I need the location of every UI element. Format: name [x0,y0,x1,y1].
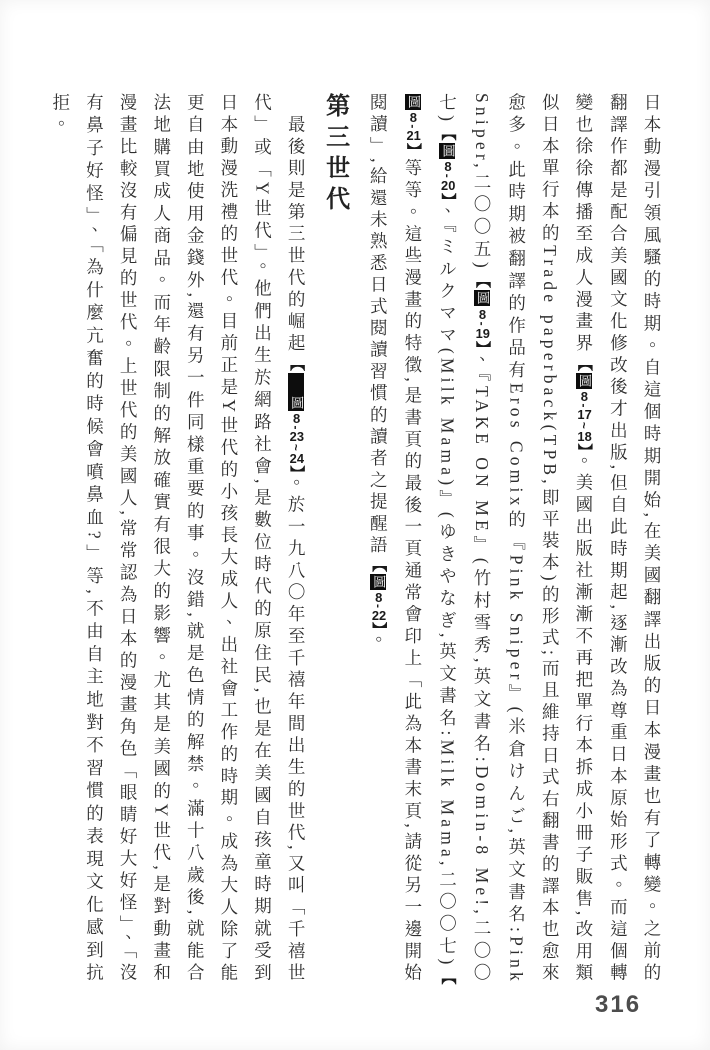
figure-ref-open-bracket: 【 [439,125,456,143]
vertical-text-block [43,93,668,985]
figure-ref-close-bracket: 】 [288,464,305,474]
figure-number-separator: - [576,403,591,409]
figure-number: 8 [292,411,301,425]
figure-number: 8 [478,307,487,321]
figure-label-box: 圖 [440,144,456,159]
figure-ref-close-bracket: 】 [439,192,456,202]
figure-ref-close-bracket: 】 [474,340,491,351]
figure-ref-open-bracket: 【 [288,355,305,372]
figure-number: 8 [444,160,452,174]
figure-ref-open-bracket: 【 [575,355,592,372]
figure-number: 23 [289,430,304,444]
section-heading: 第三世代 [321,93,348,217]
figure-ref [371,557,386,631]
figure-number-separator: - [440,173,455,179]
figure-number: 18 [577,429,592,443]
figure-number: 21 [406,129,421,143]
figure-ref-close-bracket: 】 [404,142,421,159]
figure-ref-open-bracket: 【 [439,968,456,985]
figure-label-box: 圖 [288,373,304,411]
figure-number: 20 [441,179,456,193]
figure-ref [406,93,456,985]
figure-number-separator: ~ [576,421,591,430]
figure-label-box: 圖 [576,373,592,388]
figure-number: 24 [289,451,304,465]
figure-ref [577,356,592,452]
figure-ref-open-bracket: 【 [474,271,491,290]
figure-ref [289,356,304,474]
figure-number: 19 [475,327,490,341]
figure-ref [440,125,455,202]
figure-label-box: 圖 [405,95,421,109]
figure-number-separator: - [289,425,304,431]
figure-ref-close-bracket: 】 [370,622,387,631]
figure-number: 8 [409,111,417,125]
page-number: 316 [595,991,642,1018]
figure-label-box: 圖 [475,291,491,306]
figure-label-box: 圖 [371,575,387,590]
figure-number-separator: ~ [289,443,304,452]
figure-number: 8 [375,591,383,605]
figure-number-separator: - [475,321,490,327]
figure-number: 22 [371,609,387,623]
figure-number-separator: - [405,124,420,130]
figure-ref-open-bracket: 【 [370,557,387,574]
figure-number: 8 [580,389,588,403]
figure-ref [475,272,490,350]
paragraph-1: 日本動漫引領風騷的時期。自這個時期開始,在美國翻譯出版的日本漫畫也有了轉變。之前的翻譯作都是配合美國文化修改後才出版,但自此時期起,逐漸改為尊重日本原始形式。而這個轉變也徐徐傳播至成人漫畫界【圖8-17~18】。美國出版社漸漸不再把單行本拆成小冊子販售,改用類似日本單行本的Trade paperback(TPB,即平裝本)的形式;而且維持日式右翻書的譯本也愈來愈多。此時期被翻譯的作品有Eros Comix的『Pink Sniper』(米倉けんご,英文書名:Pink Sniper,二〇〇五)【圖8-19】、『TAKE ON ME』(竹村雪秀,英文書名:Domin-8 Me!,二〇〇七)【圖8-20】、『ミルクママ(Milk Mama)』(ゆきやなぎ,英文書名:Milk Mama,二〇〇七)【圖8-21】等等。這些漫畫的特徵,是書頁的最後一頁通常會印上「此為本書末頁,請從另一邊開始閱讀」,給還未熟悉日式閱讀習慣的讀者之提醒語【圖8-22】。 [368,93,662,986]
figure-number-separator: - [371,604,386,610]
figure-ref-close-bracket: 】 [575,442,592,452]
figure-number: 17 [577,408,592,422]
paragraph-2: 最後則是第三世代的崛起【圖8-23~24】。於一九八〇年至千禧年間出生的世代,又叫「千禧世代」或「Y世代」。他們出生於網路社會,是數位時代的原住民,也是在美國自孩童時期就受到日本動漫洗禮的世代。目前正是Y世代的小孩長大成人、出社會工作的時期。成為大人除了能更自由地使用金錢外,還有另一件同樣重要的事。沒錯,就是色情的解禁。滿十八歲後,就能合法地購買成人商品。而年齡限制的解放確實有很大的影響。尤其是美國的Y世代,是對動畫和漫畫比較沒有偏見的世代。上世代的美國人,常常認為日本的漫畫角色「眼睛好大好怪」、「沒有鼻子好怪」、「為什麼亢奮的時候會噴鼻血?」等,不由自主地對不習慣的表現文化感到抗拒。 [50,93,307,985]
